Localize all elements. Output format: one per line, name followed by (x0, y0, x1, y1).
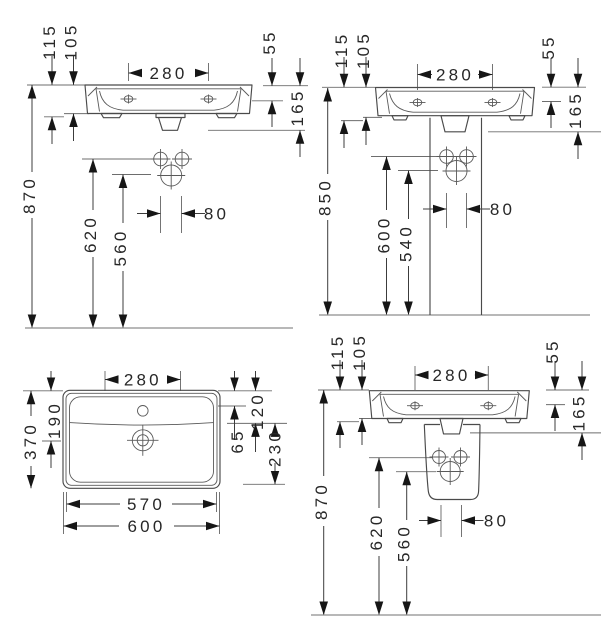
dim-80-label: 80 (203, 204, 230, 224)
drain-recess (440, 419, 463, 434)
dim-600-label: 600 (374, 215, 394, 254)
dim-105-label: 105 (354, 31, 373, 69)
pedestal (430, 118, 482, 315)
drain-icon (127, 425, 159, 456)
dim-115-label: 115 (332, 31, 351, 69)
dim-370-label: 370 (21, 422, 40, 460)
dim-620-label: 620 (81, 215, 100, 253)
wall-connection-icons (151, 149, 193, 190)
dim-55-label: 55 (260, 29, 279, 55)
dim-190-label: 190 (45, 401, 64, 439)
dim-165-label: 165 (288, 88, 307, 127)
dimension-arrows (324, 360, 582, 615)
drain-outlet (156, 114, 185, 131)
dim-105-label: 105 (61, 22, 81, 61)
dimension-arrows (32, 56, 300, 328)
view-front-wall-hung (20, 23, 308, 328)
dim-280-label: 280 (149, 63, 188, 83)
dim-620-label: 620 (367, 512, 386, 551)
deck-edge (70, 423, 214, 425)
dim-165-label: 165 (569, 393, 589, 432)
dim-120-label: 120 (248, 392, 267, 430)
view-front-pedestal (316, 31, 602, 315)
dim-870-label: 870 (312, 482, 331, 520)
dim-115-label: 115 (40, 23, 59, 60)
dim-560-label: 560 (111, 228, 130, 267)
wall-connection-icons (430, 448, 471, 486)
view-front-half-pedestal (311, 333, 601, 615)
fixing-hole-icons (121, 95, 217, 104)
dim-600-label: 600 (127, 517, 166, 536)
dim-80-label: 80 (489, 199, 516, 219)
drain-recess (441, 116, 469, 132)
dim-115-label: 115 (328, 333, 347, 371)
dim-280-label: 280 (123, 370, 162, 390)
dim-870-label: 870 (20, 176, 39, 214)
dim-230-label: 230 (265, 429, 285, 467)
wall-connection-icons (437, 147, 477, 186)
basin-outline (85, 85, 252, 130)
dim-280-label: 280 (432, 365, 471, 385)
fixing-hole-icons (410, 98, 501, 107)
extension-lines (322, 64, 601, 228)
basin-outline (369, 391, 529, 434)
dim-55-label: 55 (543, 338, 562, 364)
mounting-feet (387, 419, 521, 423)
dim-570-label: 570 (127, 495, 165, 514)
extension-lines (318, 366, 601, 537)
basin-plan-outline (63, 390, 220, 488)
basin-outline (376, 88, 535, 132)
dimension-arrows (328, 57, 578, 315)
dim-105-label: 105 (350, 333, 369, 371)
view-plan (21, 370, 287, 536)
fixing-hole-icons (407, 401, 496, 410)
dim-165-label: 165 (566, 91, 585, 129)
dim-55-label: 55 (539, 34, 558, 60)
dim-280-label: 280 (436, 65, 474, 85)
dim-540-label: 540 (396, 224, 416, 262)
faucet-hole-icon (138, 406, 149, 417)
dim-850-label: 850 (315, 178, 335, 216)
dim-65-label: 65 (228, 428, 247, 454)
mounting-feet (392, 116, 525, 120)
dim-80-label: 80 (483, 511, 510, 531)
dim-560-label: 560 (394, 524, 414, 562)
